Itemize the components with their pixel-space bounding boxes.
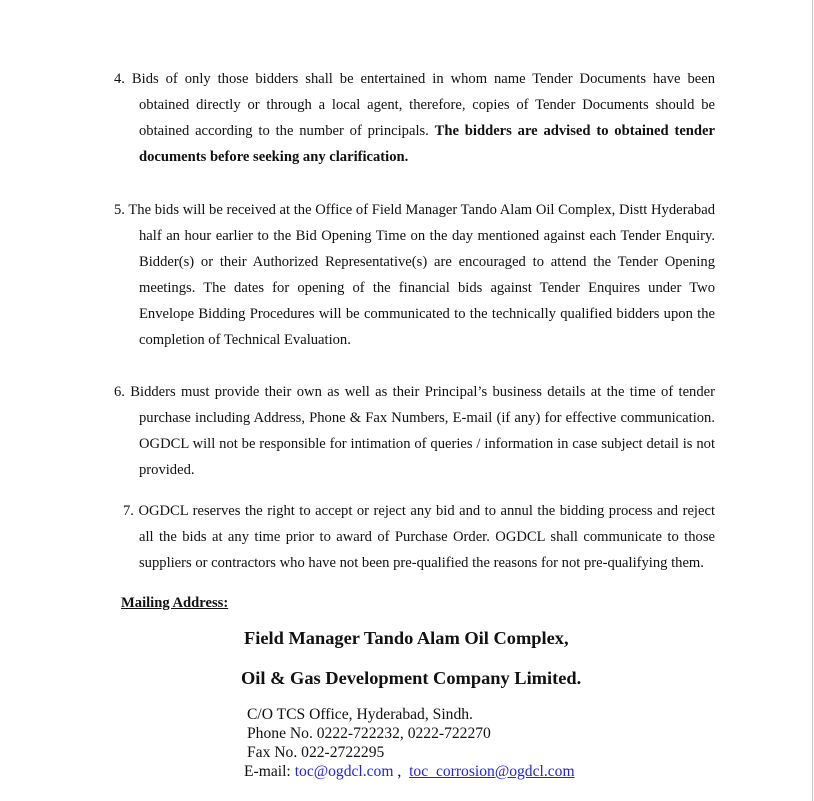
address-email-line bbox=[244, 762, 575, 781]
clause-4-text: Bids of only those bidders shall be entertained in whom name Tender Documents have been obtained directly or through a local agent, therefore, copies of Tender Documents should be obtained according to the number of principals. bbox=[131, 71, 715, 139]
clause-6-number: 6. bbox=[114, 384, 125, 400]
email-separator: , bbox=[393, 763, 410, 780]
clause-4 bbox=[114, 66, 715, 170]
clause-5 bbox=[114, 197, 715, 353]
clause-7-text: OGDCL reserves the right to accept or reject any bid and to annul the bidding process and reject all the bids at any time prior to award of Purchase Order. OGDCL shall communicate to those suppliers or contractors who have not been pre-qualified the reasons for not pre-qualifying them. bbox=[138, 503, 715, 571]
email-link-toc-corrosion[interactable]: toc_corrosion@ogdcl.com bbox=[409, 763, 575, 780]
address-fax: Fax No. 022-2722295 bbox=[247, 744, 385, 761]
clause-6-text: Bidders must provide their own as well as their Principal’s business details at the time of tender purchase including Address, Phone & Fax Numbers, E-mail (if any) for effective communication. OGDCL will not be responsible for intimation of queries / information in case subject detail is not provided. bbox=[130, 384, 715, 478]
address-line-company: Oil & Gas Development Company Limited. bbox=[241, 668, 582, 688]
email-link-toc[interactable]: toc@ogdcl.com bbox=[294, 763, 394, 780]
clause-7 bbox=[123, 498, 715, 576]
clause-6 bbox=[114, 379, 715, 483]
page-edge-divider bbox=[812, 0, 813, 801]
address-office: C/O TCS Office, Hyderabad, Sindh. bbox=[247, 706, 473, 723]
email-label: E-mail: bbox=[244, 763, 291, 780]
address-phone: Phone No. 0222-722232, 0222-722270 bbox=[247, 725, 491, 742]
clause-4-bold-text: The bidders are advised to obtained tender documents before seeking any clarification. bbox=[139, 123, 715, 165]
address-line-field-manager: Field Manager Tando Alam Oil Complex, bbox=[244, 628, 569, 648]
clause-5-number: 5. bbox=[114, 202, 125, 218]
clause-7-number: 7. bbox=[123, 503, 134, 519]
clause-4-number: 4. bbox=[114, 71, 125, 87]
clause-5-text: The bids will be received at the Office of Field Manager Tando Alam Oil Complex, Distt Hyderabad half an hour earlier to the Bid Opening Time on the day mentioned against each Tender Enquiry. Bidder(s) or their Authorized Representative(s) are encouraged to attend the Tender Opening meetings. The dates for opening of the financial bids against Tender Enquires under Two Envelope Bidding Procedures will be communicated to the technically qualified bidders upon the completion of Technical Evaluation. bbox=[128, 202, 715, 348]
mailing-address-label: Mailing Address: bbox=[121, 595, 229, 611]
